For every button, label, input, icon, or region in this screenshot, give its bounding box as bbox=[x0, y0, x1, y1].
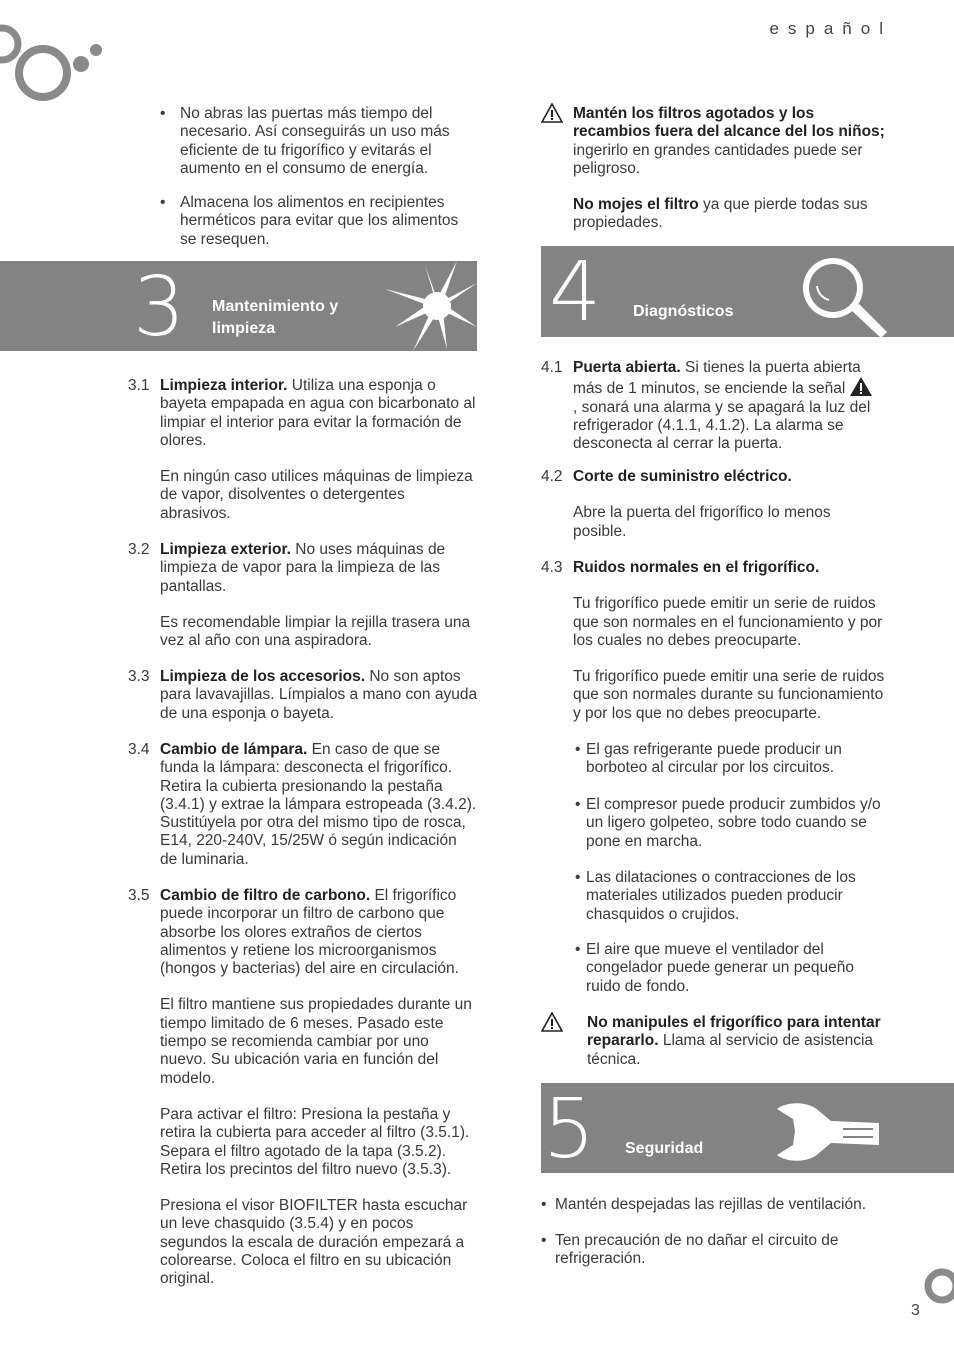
bullet-text: Almacena los alimentos en recipientes herméticos para evitar que los alimentos se resequen. bbox=[180, 194, 459, 248]
warning-icon bbox=[850, 377, 872, 396]
section-number: 4 bbox=[549, 246, 602, 337]
warning-icon bbox=[541, 1012, 563, 1032]
warning-icon bbox=[541, 103, 563, 123]
section-number: 5 bbox=[543, 1083, 596, 1173]
sparkle-icon bbox=[385, 261, 477, 351]
wrench-icon bbox=[773, 1101, 883, 1163]
section-5-header bbox=[541, 1083, 954, 1173]
section-3-header bbox=[0, 261, 477, 351]
section-title: Diagnósticos bbox=[633, 303, 734, 320]
bullet-text: No abras las puertas más tiempo del necesario. Así conseguirás un uso más eficiente de tu frigorífico y evitarás el aumento en el consumo de energía. bbox=[180, 105, 450, 177]
section-title: Seguridad bbox=[625, 1140, 704, 1157]
logo-circles-icon bbox=[0, 20, 110, 110]
section-title: Mantenimiento y limpieza bbox=[212, 298, 339, 337]
section-number: 3 bbox=[133, 261, 186, 351]
magnifier-icon bbox=[799, 256, 889, 337]
ring-icon bbox=[922, 1267, 954, 1307]
language-label: español bbox=[769, 19, 892, 38]
page-number: 3 bbox=[911, 1302, 920, 1319]
section-4-header bbox=[541, 246, 954, 337]
